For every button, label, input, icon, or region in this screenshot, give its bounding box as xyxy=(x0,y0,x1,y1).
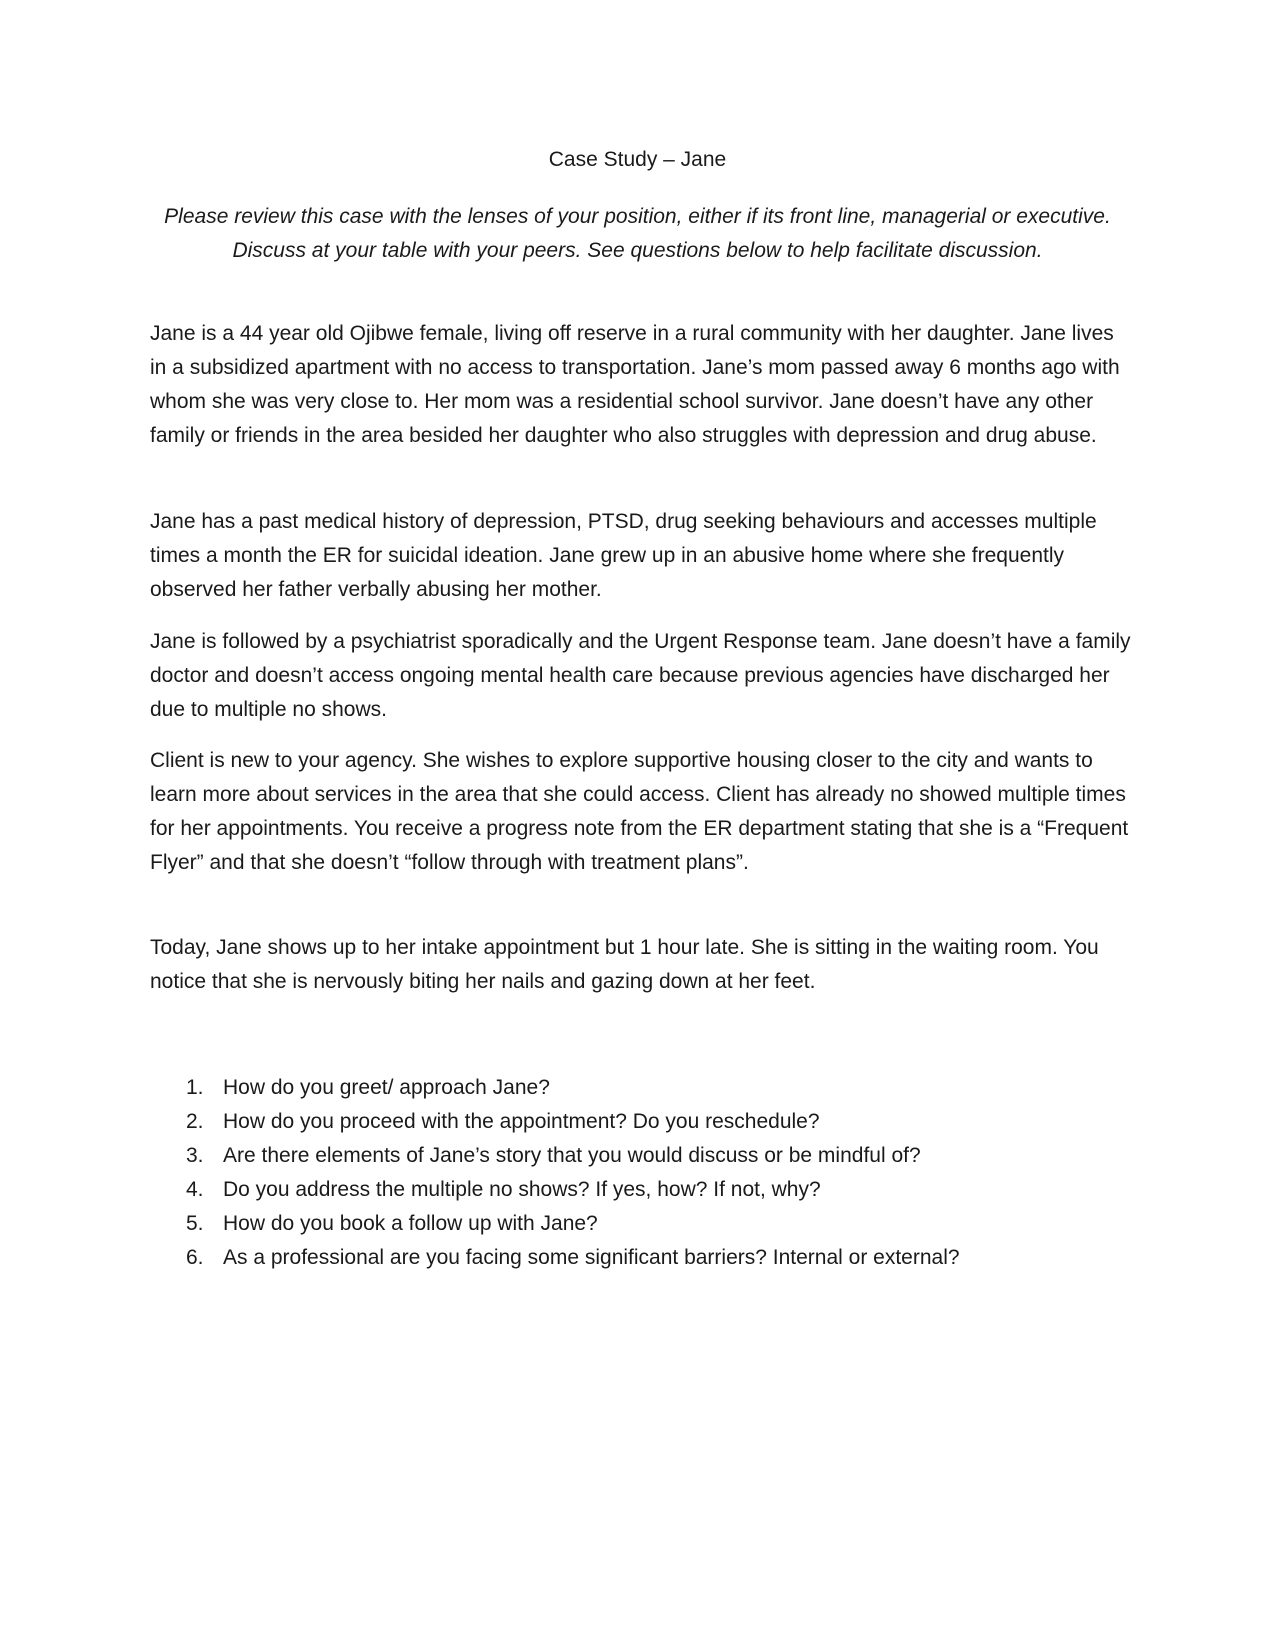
question-item xyxy=(150,1241,1135,1275)
question-number: 6. xyxy=(186,1246,204,1269)
intro-instructions: Please review this case with the lenses of your position, either if its front line, managerial or executive. Discuss at your table with your peers. See questions below to help facilitate discussion. xyxy=(164,205,1111,262)
case-paragraph-today: Today, Jane shows up to her intake appointment but 1 hour late. She is sitting in the waiting room. You notice that she is nervously biting her nails and gazing down at her feet. xyxy=(150,936,1099,993)
question-text: How do you book a follow up with Jane? xyxy=(223,1212,598,1235)
question-item xyxy=(150,1207,1135,1241)
question-text: Are there elements of Jane’s story that you would discuss or be mindful of? xyxy=(223,1144,921,1167)
question-number: 3. xyxy=(186,1144,204,1167)
document-title: Case Study – Jane xyxy=(548,148,727,171)
question-text: How do you greet/ approach Jane? xyxy=(223,1076,550,1099)
case-paragraph-background: Jane is a 44 year old Ojibwe female, living off reserve in a rural community with her daughter. Jane lives in a subsidized apartment with no access to transportation. Jane’s mom passed away 6 months ago with whom she was very close to. Her mom was a residential school survivor. Jane doesn’t have any other family or friends in the area besided her daughter who also struggles with depression and drug abuse. xyxy=(150,322,1120,447)
question-text: How do you proceed with the appointment? Do you reschedule? xyxy=(223,1110,820,1133)
question-number: 5. xyxy=(186,1212,204,1235)
question-item xyxy=(150,1105,1135,1139)
question-number: 1. xyxy=(186,1076,204,1099)
case-paragraph-medical-history: Jane has a past medical history of depression, PTSD, drug seeking behaviours and accesses multiple times a month the ER for suicidal ideation. Jane grew up in an abusive home where she frequently observed her father verbally abusing her mother. xyxy=(150,510,1097,601)
question-item xyxy=(150,1173,1135,1207)
question-number: 2. xyxy=(186,1110,204,1133)
question-item xyxy=(150,1139,1135,1173)
discussion-questions-list xyxy=(150,1071,1135,1275)
question-item xyxy=(150,1071,1135,1105)
question-number: 4. xyxy=(186,1178,204,1201)
question-text: Do you address the multiple no shows? If yes, how? If not, why? xyxy=(223,1178,821,1201)
case-paragraph-agency: Client is new to your agency. She wishes to explore supportive housing closer to the city and wants to learn more about services in the area that she could access. Client has already no showed multiple times for her appointments. You receive a progress note from the ER department stating that she is a “Frequent Flyer” and that she doesn’t “follow through with treatment plans”. xyxy=(150,749,1129,874)
question-text: As a professional are you facing some significant barriers? Internal or external? xyxy=(223,1246,960,1269)
case-paragraph-current-care: Jane is followed by a psychiatrist sporadically and the Urgent Response team. Jane doesn’t have a family doctor and doesn’t access ongoing mental health care because previous agencies have discharged her due to multiple no shows. xyxy=(150,630,1131,721)
